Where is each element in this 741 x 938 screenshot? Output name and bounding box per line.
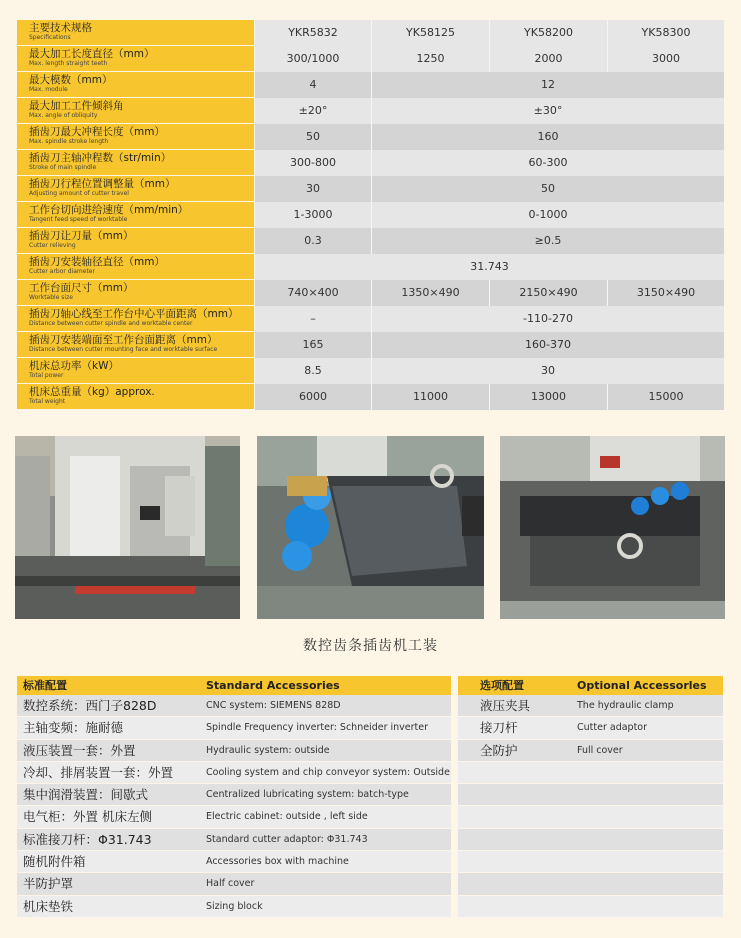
spec-value: 3150×490 [607,280,724,306]
optional-accessory-zh [458,873,571,894]
standard-accessory-row [17,873,451,895]
standard-accessory-en: Sizing block [206,900,263,912]
spec-label [17,176,254,202]
standard-accessory-en: Standard cutter adaptor: Φ31.743 [206,833,368,845]
spec-value: ±20° [254,98,371,124]
spec-header-zh: 主要技术规格 [29,22,92,34]
spec-label-en: Worktable size [29,294,73,301]
spec-value: 8.5 [254,358,371,384]
spec-header-en: Specifications [29,34,71,41]
spec-label [17,358,254,384]
spec-label-zh: 插齿刀主轴冲程数（str/min） [29,152,172,164]
spec-label-zh: 最大加工工件倾斜角 [29,100,124,112]
optional-accessory-row [458,717,723,739]
spec-label-zh: 插齿刀轴心线至工作台中心平面距离（mm） [29,308,239,320]
spec-value: 6000 [254,384,371,410]
standard-accessory-en: Hydraulic system: outside [206,744,330,756]
spec-label [17,280,254,306]
spec-header-label [17,20,254,46]
machine-photo-3 [500,436,725,619]
spec-label-en: Distance between cutter spindle and worktable center [29,320,193,327]
spec-label-en: Total weight [29,398,66,405]
standard-accessory-zh: 集中润滑装置：间歇式 [23,787,149,803]
spec-label [17,150,254,176]
spec-value: 740×400 [254,280,371,306]
spec-label-en: Tangent feed speed of worktable [29,216,128,223]
optional-accessories-table [458,676,723,918]
spec-label-zh: 插齿刀最大冲程长度（mm） [29,126,165,138]
spec-value: 0.3 [254,228,371,254]
spec-value: ±30° [371,98,724,124]
optional-accessory-en [571,829,723,850]
spec-value: – [254,306,371,332]
optional-accessory-row [458,762,723,784]
optional-accessory-row [458,784,723,806]
spec-value: 31.743 [254,254,724,280]
spec-value: -110-270 [371,306,724,332]
spec-value: 12 [371,72,724,98]
spec-label-zh: 机床总重量（kg）approx. [29,386,155,398]
standard-title-zh: 标准配置 [23,679,67,692]
spec-label-zh: 插齿刀安装轴径直径（mm） [29,256,165,268]
model-name: YKR5832 [254,20,371,46]
standard-accessory-row [17,851,451,873]
spec-row [17,384,724,410]
spec-value: 30 [254,176,371,202]
spec-value: 2000 [489,46,607,72]
standard-accessory-row [17,740,451,762]
spec-value: 50 [254,124,371,150]
spec-table [17,20,724,410]
standard-accessory-en: CNC system: SIEMENS 828D [206,700,341,711]
optional-accessory-row [458,829,723,851]
spec-row [17,280,724,306]
spec-label-en: Max. module [29,86,68,93]
spec-label-en: Max. length straight teeth [29,60,108,67]
model-name: YK58125 [371,20,489,46]
spec-label [17,228,254,254]
spec-label-zh: 工作台切向进给速度（mm/min） [29,204,189,216]
optional-accessory-zh [458,851,571,872]
spec-value: 30 [371,358,724,384]
optional-accessory-row [458,873,723,895]
standard-accessories-header [17,676,451,695]
standard-accessory-en: Centralized lubricating system: batch-type [206,789,409,801]
optional-accessory-zh: 液压夹具 [480,698,531,713]
optional-accessory-row [458,695,723,717]
standard-accessory-zh: 标准接刀杆：Φ31.743 [23,831,152,847]
spec-label-zh: 工作台面尺寸（mm） [29,282,134,294]
spec-value: ≥0.5 [371,228,724,254]
standard-accessories-table [17,676,451,918]
spec-label-zh: 机床总功率（kW） [29,360,119,372]
spec-row [17,98,724,124]
spec-value: 15000 [607,384,724,410]
standard-accessory-zh: 液压装置一套：外置 [23,742,136,758]
optional-accessory-zh: 接刀杆 [480,720,518,736]
spec-row [17,150,724,176]
standard-accessory-zh: 冷却、排屑装置一套：外置 [23,764,174,780]
standard-accessory-en: Electric cabinet: outside , left side [206,811,368,823]
optional-accessory-en: Cutter adaptor [577,722,648,734]
optional-accessory-en [571,762,723,783]
optional-accessory-en [571,896,723,917]
spec-label-en: Adjusting amount of cutter travel [29,190,129,197]
spec-label [17,384,254,410]
optional-accessory-row [458,851,723,873]
spec-header-row [17,20,724,46]
standard-accessory-en: Cooling system and chip conveyor system: Outside [206,766,450,778]
spec-label [17,98,254,124]
optional-accessory-en: Full cover [577,744,623,756]
standard-accessory-row [17,695,451,717]
spec-row [17,124,724,150]
standard-accessory-zh: 随机附件箱 [23,854,86,870]
optional-accessory-zh [458,784,571,805]
spec-value: 300-800 [254,150,371,176]
spec-label [17,202,254,228]
spec-label-en: Cutter relieving [29,242,76,249]
spec-value: 1350×490 [371,280,489,306]
standard-accessory-row [17,896,451,918]
spec-label-en: Cutter arbor diameter [29,268,95,275]
standard-accessory-zh: 半防护罩 [23,876,74,892]
spec-value: 3000 [607,46,724,72]
spec-label [17,72,254,98]
spec-row [17,176,724,202]
spec-row [17,332,724,358]
optional-accessory-zh [458,829,571,850]
spec-label-zh: 插齿刀安装端面至工作台面距离（mm） [29,334,218,346]
spec-label-en: Max. spindle stroke length [29,138,109,145]
spec-label [17,124,254,150]
spec-label-zh: 最大模数（mm） [29,74,113,86]
spec-value: 165 [254,332,371,358]
optional-accessory-zh [458,896,571,917]
standard-accessory-row [17,762,451,784]
spec-value: 50 [371,176,724,202]
spec-label [17,332,254,358]
optional-accessory-row [458,740,723,762]
spec-value: 0-1000 [371,202,724,228]
spec-row [17,358,724,384]
standard-accessory-row [17,806,451,828]
optional-accessory-en: The hydraulic clamp [577,700,674,711]
spec-label-en: Max. angle of obliquity [29,112,98,119]
spec-label-en: Stroke of main spindle [29,164,97,171]
spec-label [17,46,254,72]
spec-value: 11000 [371,384,489,410]
optional-accessory-en [571,806,723,827]
optional-accessory-zh [458,762,571,783]
optional-accessory-en [571,784,723,805]
spec-row [17,202,724,228]
standard-accessory-zh: 机床垫铁 [23,898,74,914]
machine-photo-1 [15,436,240,619]
standard-accessory-en: Spindle Frequency inverter: Schneider inverter [206,722,429,734]
spec-value: 160 [371,124,724,150]
model-name: YK58200 [489,20,607,46]
standard-accessory-zh: 电气柜：外置 机床左侧 [23,809,152,825]
spec-row [17,46,724,72]
spec-value: 160-370 [371,332,724,358]
spec-value: 4 [254,72,371,98]
spec-label-zh: 插齿刀让刀量（mm） [29,230,134,242]
optional-accessories-header [458,676,723,695]
model-name: YK58300 [607,20,724,46]
spec-value: 13000 [489,384,607,410]
spec-row [17,254,724,280]
standard-accessory-zh: 主轴变频：施耐德 [23,720,124,736]
spec-label-en: Distance between cutter mounting face and worktable surface [29,346,218,353]
standard-accessory-row [17,829,451,851]
optional-title-en: Optional Accessorles [577,679,707,692]
optional-accessory-zh: 全防护 [480,742,518,758]
standard-title-en: Standard Accessories [206,679,340,692]
spec-value: 60-300 [371,150,724,176]
standard-accessory-zh: 数控系统：西门子828D [23,698,157,713]
spec-row [17,306,724,332]
optional-accessory-zh [458,806,571,827]
spec-row [17,72,724,98]
spec-label-en: Total power [29,372,64,379]
spec-value: 300/1000 [254,46,371,72]
spec-label [17,306,254,332]
standard-accessory-en: Half cover [206,878,255,890]
spec-label-zh: 最大加工长度直径（mm） [29,48,155,60]
spec-label-zh: 插齿刀行程位置调整量（mm） [29,178,176,190]
spec-value: 1-3000 [254,202,371,228]
standard-accessory-en: Accessories box with machine [206,856,349,868]
standard-accessory-row [17,784,451,806]
spec-value: 2150×490 [489,280,607,306]
standard-accessory-row [17,717,451,739]
optional-title-zh: 选项配置 [480,679,524,692]
machine-photo-2 [257,436,484,619]
optional-accessory-row [458,806,723,828]
photo-caption: 数控齿条插齿机工装 [303,638,438,654]
optional-accessory-row [458,896,723,918]
spec-row [17,228,724,254]
optional-accessory-en [571,873,723,894]
spec-label [17,254,254,280]
optional-accessory-en [571,851,723,872]
spec-value: 1250 [371,46,489,72]
